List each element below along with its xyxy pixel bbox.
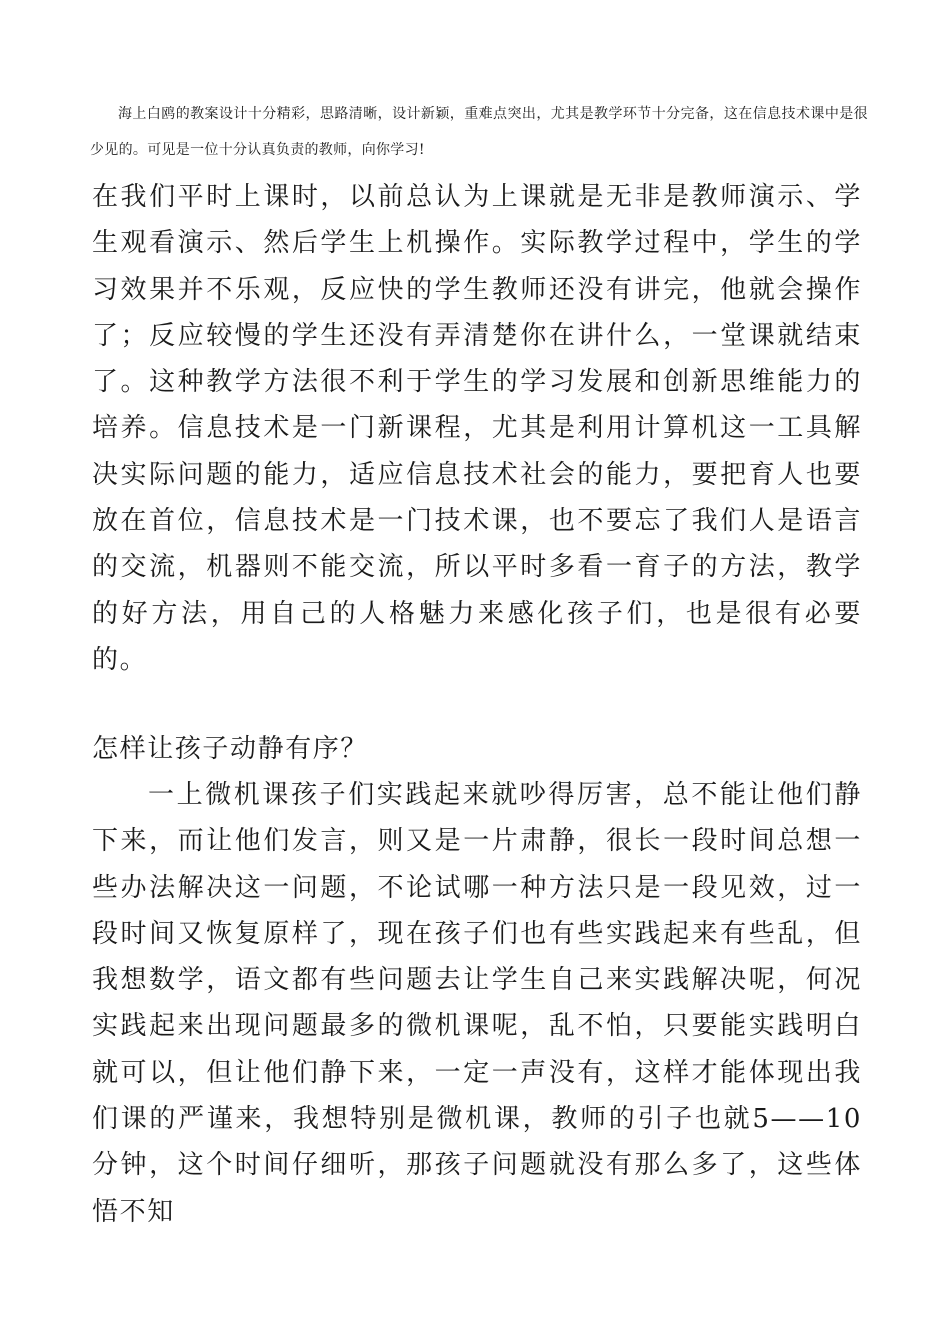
body-paragraph-1: 在我们平时上课时，以前总认为上课就是无非是教师演示、学生观看演示、然后学生上机操作。实际教学过程中，学生的学习效果并不乐观，反应快的学生教师还没有讲完，他就会操作了；反应较慢的学生还没有弄清楚你在讲什么，一堂课就结束了。这种教学方法很不利于学生的学习发展和创新思维能力的培养。信息技术是一门新课程，尤其是利用计算机这一工具解决实际问题的能力，适应信息技术社会的能力，要把育人也要放在首位，信息技术是一门技术课，也不要忘了我们人是语言的交流，机器则不能交流，所以平时多看一育子的方法，教学的好方法，用自己的人格魅力来感化孩子们，也是很有必要的。 [92,182,862,675]
comment-paragraph: 海上白鸥的教案设计十分精彩，思路清晰，设计新颖，重难点突出，尤其是教学环节十分完备，这在信息技术课中是很少见的。可见是一位十分认真负责的教师，向你学习! [90,106,868,158]
section-heading: 怎样让孩子动静有序？ [92,734,369,764]
body-paragraph-2: 一上微机课孩子们实践起来就吵得厉害，总不能让他们静下来，而让他们发言，则又是一片肃静，很长一段时间总想一些办法解决这一问题，不论试哪一种方法只是一段见效，过一段时间又恢复原样了，现在孩子们也有些实践起来有些乱，但我想数学，语文都有些问题去让学生自己来实践解决呢，何况实践起来出现问题最多的微机课呢，乱不怕，只要能实践明白就可以，但让他们静下来，一定一声没有，这样才能体现出我们课的严谨来，我想特别是微机课，教师的引子也就5——10分钟，这个时间仔细听，那孩子问题就没有那么多了，这些体悟不知 [92,780,862,1227]
